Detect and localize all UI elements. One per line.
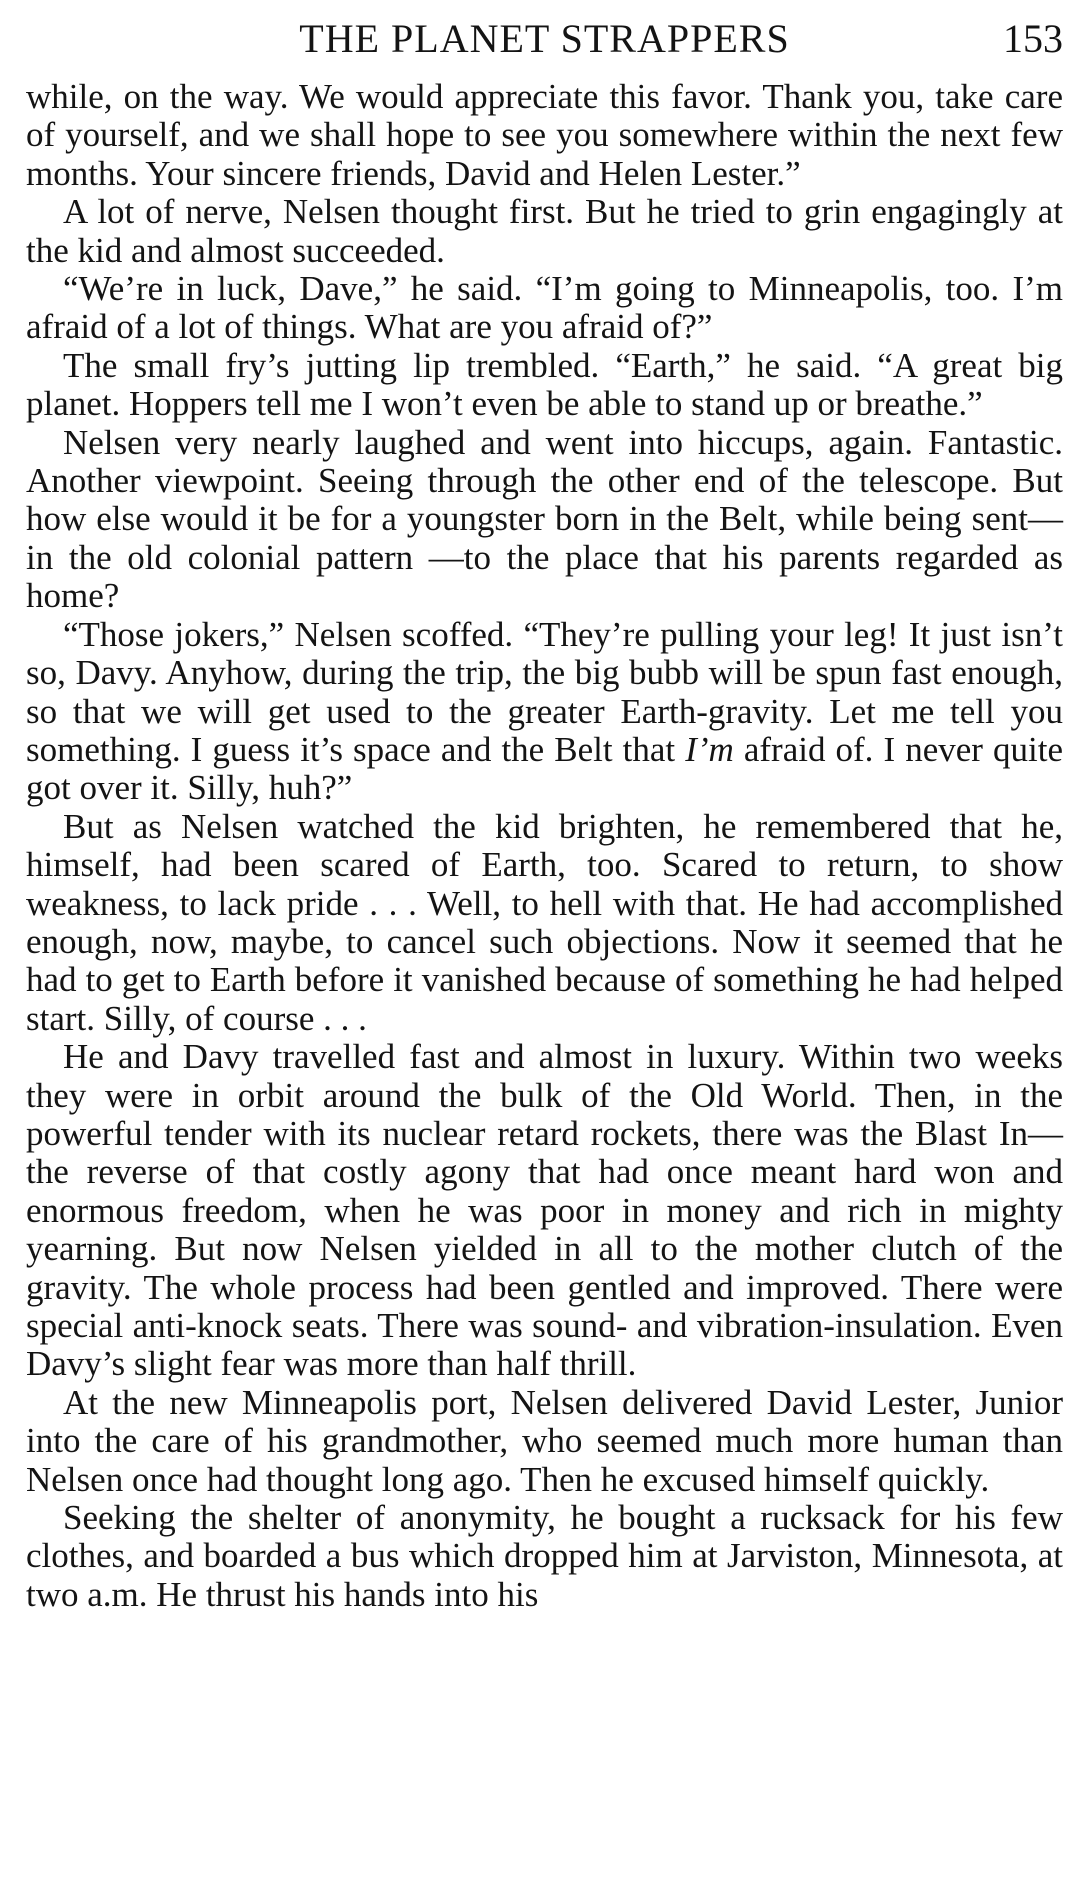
paragraph: The small fry’s jutting lip trembled. “Earth,” he said. “A great big planet. Hoppers tell me I won’t even be able to stand up or breathe.” bbox=[26, 345, 1063, 424]
paragraph: while, on the way. We would appreciate this favor. Thank you, take care of yourself, and we shall hope to see you somewhere within the next few months. Your sincere friends, David and Helen Lester.” bbox=[26, 77, 1063, 193]
paragraph: “We’re in luck, Dave,” he said. “I’m going to Minneapolis, too. I’m afraid of a lot of things. What are you afraid of?” bbox=[26, 269, 1063, 347]
paragraph: Seeking the shelter of anonymity, he bought a rucksack for his few clothes, and boarded a bus which dropped him at Jarviston, Minnesota, at two a.m. He thrust his hands into his bbox=[26, 1498, 1063, 1614]
body-text bbox=[26, 78, 1063, 1614]
paragraph-text: afraid of. I never quite got over it. Silly, huh?” bbox=[26, 729, 1063, 808]
book-title: THE PLANET STRAPPERS bbox=[299, 16, 790, 61]
paragraph bbox=[26, 616, 1063, 808]
paragraph: Nelsen very nearly laughed and went into hiccups, again. Fantastic. Another viewpoint. Seeing through the other end of the telescope. But how else would it be for a youngster born in the Belt, while being sent—in the old colonial pattern —to the place that his parents regarded as home? bbox=[26, 422, 1063, 616]
emphasis-text: I’m bbox=[685, 729, 734, 769]
paragraph: At the new Minneapolis port, Nelsen delivered David Lester, Junior into the care of his grandmother, who seemed much more human than Nelsen once had thought long ago. Then he excused himself quickly. bbox=[26, 1382, 1063, 1499]
running-head bbox=[26, 14, 1063, 64]
paragraph: A lot of nerve, Nelsen thought first. But he tried to grin engagingly at the kid and almost succeeded. bbox=[26, 192, 1063, 270]
page-number: 153 bbox=[1003, 16, 1063, 61]
paragraph: He and Davy travelled fast and almost in luxury. Within two weeks they were in orbit around the bulk of the Old World. Then, in the powerful tender with its nuclear retard rockets, there was the Blast In—the reverse of that costly agony that had once meant hard won and enormous freedom, when he was poor in money and rich in mighty yearning. But now Nelsen yielded in all to the mother clutch of the gravity. The whole process had been gentled and improved. There were special anti-knock seats. There was sound- and vibration-insulation. Even Davy’s slight fear was more than half thrill. bbox=[26, 1037, 1063, 1384]
paragraph: But as Nelsen watched the kid brighten, he remembered that he, himself, had been scared of Earth, too. Scared to return, to show weakness, to lack pride . . . Well, to hell with that. He had accomplished enough, now, maybe, to cancel such objections. Now it seemed that he had to get to Earth before it vanished because of something he had helped start. Silly, of course . . . bbox=[26, 806, 1063, 1038]
paragraph-text: “Those jokers,” Nelsen scoffed. “They’re pulling your leg! It just isn’t so, Davy. Anyhow, during the trip, the big bubb will be spun fast enough, so that we will get used to the greater Earth-gravity. Let me tell you something. I guess it’s space and the Belt that bbox=[26, 614, 1063, 769]
